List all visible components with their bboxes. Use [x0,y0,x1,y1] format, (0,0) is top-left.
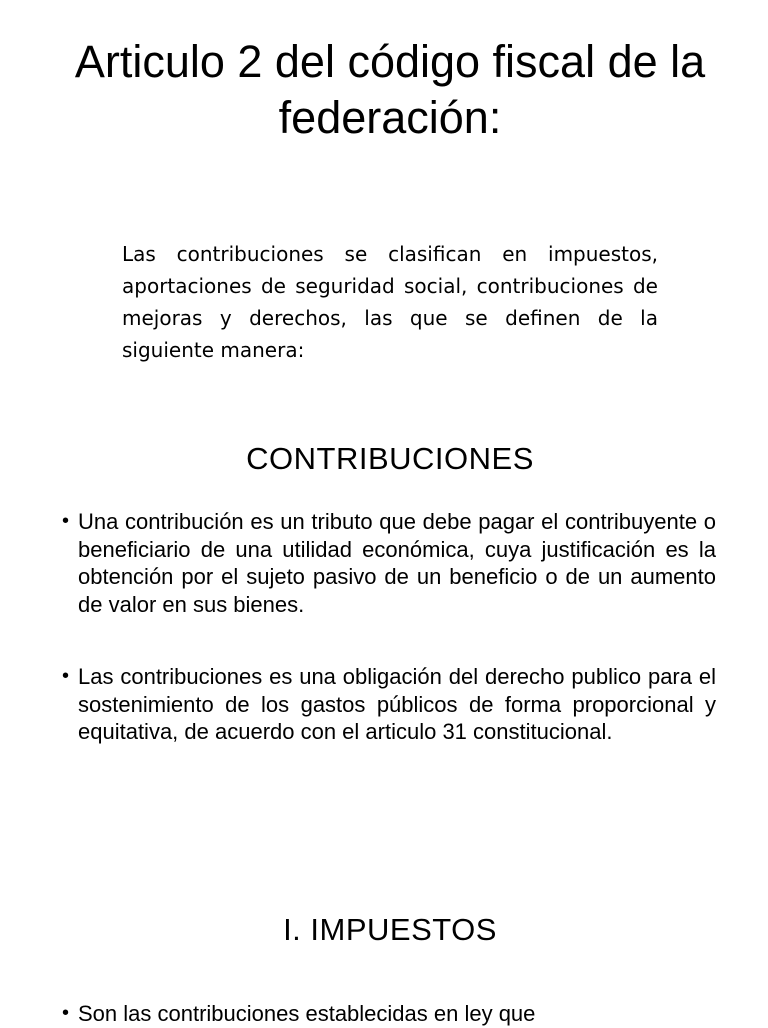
bullet-text: Una contribución es un tributo que debe pagar el contribuyente o beneficiario de una utilidad económica, cuya justificación es la obtención por el sujeto pasivo de un beneficio o de un aumento de valor en sus bienes. [78,509,716,617]
bullet-item [62,663,716,746]
intro-paragraph: Las contribuciones se clasifican en impuestos, aportaciones de seguridad social, contribuciones de mejoras y derechos, las que se definen de la siguiente manera: [122,242,658,362]
bullet-item [62,508,716,618]
bullet-text: Son las contribuciones establecidas en ley que [78,1001,536,1026]
bullet-dot: • [62,1002,70,1024]
section-heading-impuestos: I. IMPUESTOS [283,912,497,947]
bullet-text: Las contribuciones es una obligación del derecho publico para el sostenimiento de los gastos públicos de forma proporcional y equitativa, de acuerdo con el articulo 31 constitucional. [78,664,716,744]
page-title: Articulo 2 del código fiscal de la federación: [74,36,706,143]
bullet-dot: • [62,510,70,532]
bullet-item [62,1000,716,1028]
section-heading-contribuciones: CONTRIBUCIONES [246,441,534,476]
bullet-dot: • [62,665,70,687]
